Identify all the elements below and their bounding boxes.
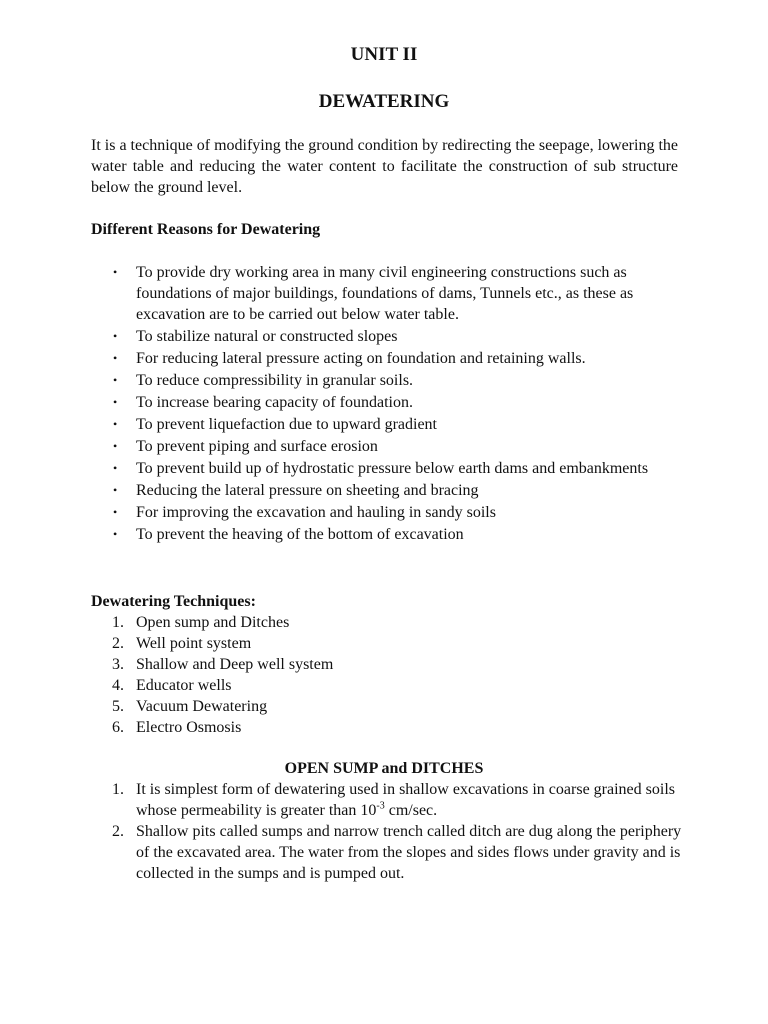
list-number: 2. xyxy=(112,635,124,652)
reasons-heading: Different Reasons for Dewatering xyxy=(91,221,321,238)
unit-title: UNIT II xyxy=(350,44,418,65)
list-number: 1. xyxy=(112,781,124,798)
list-item-text-end: cm/sec. xyxy=(384,802,438,819)
intro-paragraph: It is a technique of modifying the ground condition by redirecting the seepage, lowering the water table and reducing the water content to facilitate the construction of sub structure below the ground level. xyxy=(91,137,678,196)
list-item xyxy=(91,612,691,633)
list-item-text: Vacuum Dewatering xyxy=(136,698,268,715)
reasons-list xyxy=(91,262,691,546)
bullet-icon: • xyxy=(113,373,118,387)
list-item xyxy=(91,458,691,479)
list-item-text: To prevent build up of hydrostatic pressure below earth dams and embankments xyxy=(136,460,649,477)
list-number: 3. xyxy=(112,656,124,673)
list-item-text: To increase bearing capacity of foundation. xyxy=(136,394,413,411)
bullet-icon: • xyxy=(113,329,118,343)
list-item-text: To reduce compressibility in granular soils. xyxy=(136,372,414,389)
techniques-list xyxy=(91,612,691,738)
list-item xyxy=(91,370,691,391)
list-item xyxy=(91,480,691,501)
list-item xyxy=(91,717,691,738)
bullet-icon: • xyxy=(113,395,118,409)
open-sump-list xyxy=(91,779,691,884)
open-sump-heading: OPEN SUMP and DITCHES xyxy=(284,760,484,777)
list-item-text: Electro Osmosis xyxy=(136,719,242,736)
list-item-text: Educator wells xyxy=(136,677,232,694)
list-item xyxy=(91,348,691,369)
list-item xyxy=(91,436,691,457)
list-item xyxy=(91,414,691,435)
bullet-icon: • xyxy=(113,505,118,519)
list-number: 4. xyxy=(112,677,124,694)
list-item-text: To prevent piping and surface erosion xyxy=(136,438,378,455)
list-item xyxy=(91,779,691,821)
list-number: 2. xyxy=(112,823,124,840)
list-item xyxy=(91,262,691,325)
list-item-text: Well point system xyxy=(136,635,252,652)
exponent: -3 xyxy=(376,800,385,812)
bullet-icon: • xyxy=(113,439,118,453)
list-number: 1. xyxy=(112,614,124,631)
techniques-heading: Dewatering Techniques: xyxy=(91,593,256,610)
list-item xyxy=(91,326,691,347)
list-item xyxy=(91,654,691,675)
list-item xyxy=(91,821,691,884)
list-number: 6. xyxy=(112,719,124,736)
list-item xyxy=(91,675,691,696)
bullet-icon: • xyxy=(113,265,118,279)
list-item-text: Shallow pits called sumps and narrow trench called ditch are dug along the periphery of the excavated area. The water from the slopes and sides flows under gravity and is collected in the sumps and is pumped out. xyxy=(136,823,682,882)
list-item xyxy=(91,392,691,413)
list-item-text: To prevent the heaving of the bottom of excavation xyxy=(136,526,464,543)
list-item-text: To prevent liquefaction due to upward gradient xyxy=(136,416,437,433)
bullet-icon: • xyxy=(113,417,118,431)
list-item-text: For improving the excavation and hauling in sandy soils xyxy=(136,504,496,521)
list-item-text: It is simplest form of dewatering used in shallow excavations in coarse grained soils whose permeability is greater than 10 xyxy=(136,781,675,819)
list-number: 5. xyxy=(112,698,124,715)
list-item-text: To provide dry working area in many civil engineering constructions such as foundations of major buildings, foundations of dams, Tunnels etc., as these as excavation are to be carried out below water table. xyxy=(136,264,634,323)
bullet-icon: • xyxy=(113,527,118,541)
list-item xyxy=(91,502,691,523)
bullet-icon: • xyxy=(113,483,118,497)
list-item xyxy=(91,696,691,717)
list-item xyxy=(91,633,691,654)
list-item-text: Open sump and Ditches xyxy=(136,614,290,631)
list-item-text: Shallow and Deep well system xyxy=(136,656,334,673)
list-item xyxy=(91,524,691,545)
list-item-text: To stabilize natural or constructed slopes xyxy=(136,328,398,345)
bullet-icon: • xyxy=(113,351,118,365)
list-item-text: For reducing lateral pressure acting on foundation and retaining walls. xyxy=(136,350,586,367)
bullet-icon: • xyxy=(113,461,118,475)
list-item-text: Reducing the lateral pressure on sheeting and bracing xyxy=(136,482,479,499)
page-title: DEWATERING xyxy=(318,91,450,112)
